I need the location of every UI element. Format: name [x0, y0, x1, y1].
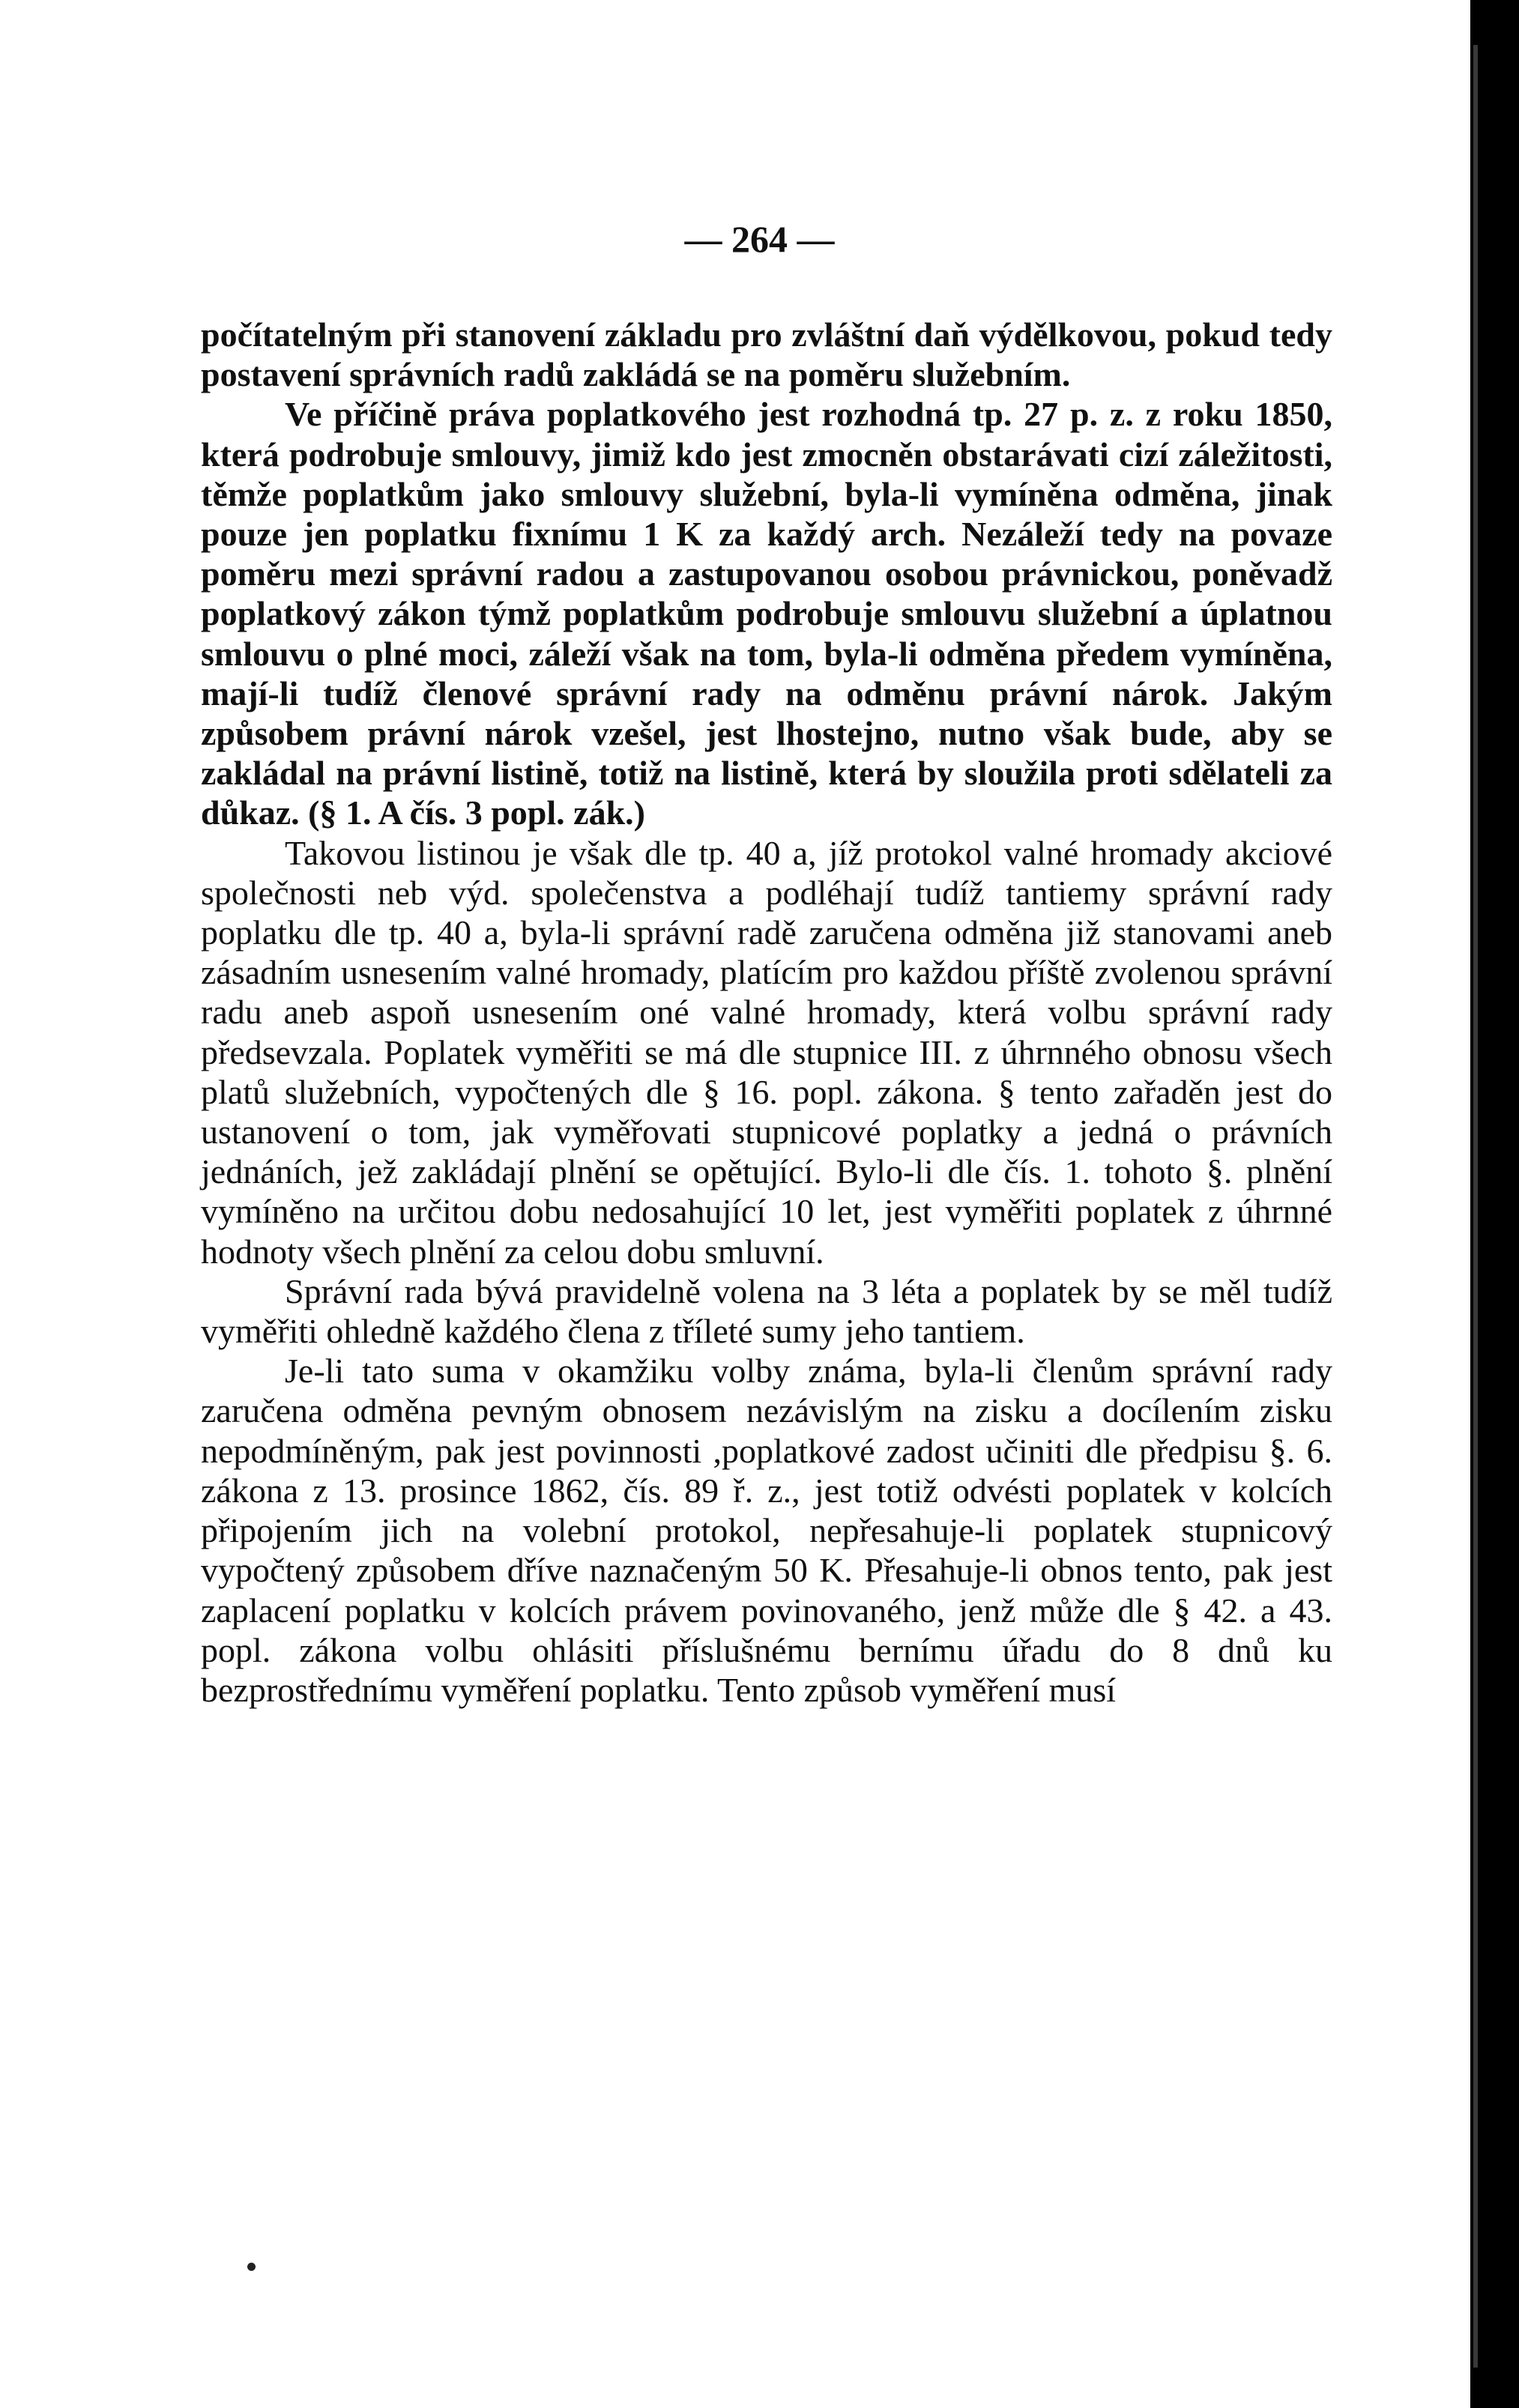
page-number: — 264 —: [684, 218, 835, 260]
paragraph-1: počítatelným při stanovení základu pro zvláštní daň výdělkovou, pokud tedy postavení správních radů zakládá se na poměru služebním.: [201, 315, 1332, 394]
paragraph-4: Správní rada bývá pravidelně volena na 3 léta a poplatek by se měl tudíž vyměřiti ohledně každého člena z tříleté sumy jeho tantiem.: [201, 1271, 1332, 1351]
ink-speck: [247, 2263, 256, 2271]
paragraph-3: Takovou listinou je však dle tp. 40 a, jíž protokol valné hromady akciové společnosti neb výd. společenstva a podléhají tudíž tantiemy správní rady poplatku dle tp. 40 a, byla-li správní radě zaručena odměna již stanovami aneb zásadním usnesením valné hromady, platícím pro každou příště zvolenou správní radu aneb aspoň usnesením oné valné hromady, která volbu správní rady předsevzala. Poplatek vyměřiti se má dle stupnice III. z úhrnného obnosu všech platů služebních, vypočtených dle § 16. popl. zákona. § tento zařaděn jest do ustanovení o tom, jak vyměřovati stupnicové poplatky a jedná o právních jednáních, jež zakládají plnění se opětující. Bylo-li dle čís. 1. tohoto §. plnění vymíněno na určitou dobu nedosahující 10 let, jest vyměřiti poplatek z úhrnné hodnoty všech plnění za celou dobu smluvní.: [201, 833, 1332, 1271]
body-text: [201, 315, 1332, 1710]
paragraph-5: Je-li tato suma v okamžiku volby známa, byla-li členům správní rady zaručena odměna pevným obnosem nezávislým na zisku a docílením zisku nepodmíněným, pak jest povinnosti ,poplatkové zadost učiniti dle předpisu §. 6. zákona z 13. prosince 1862, čís. 89 ř. z., jest totiž odvésti poplatek v kolcích připojením jich na volební protokol, nepřesahuje-li poplatek stupnicový vypočtený způsobem dříve naznačeným 50 K. Přesahuje-li obnos tento, pak jest zaplacení poplatku v kolcích právem povinovaného, jenž může dle § 42. a 43. popl. zákona volbu ohlásiti příslušnému bernímu úřadu do 8 dnů ku bezprostřednímu vyměření poplatku. Tento způsob vyměření musí: [201, 1352, 1332, 1709]
scan-edge-line: [1473, 45, 1478, 2368]
paragraph-2: Ve příčině práva poplatkového jest rozhodná tp. 27 p. z. z roku 1850, která podrobuje smlouvy, jimiž kdo jest zmocněn obstarávati cizí záležitosti, těmže poplatkům jako smlouvy služební, byla-li vymíněna odměna, jinak pouze jen poplatku fixnímu 1 K za každý arch. Nezáleží tedy na povaze poměru mezi správní radou a zastupovanou osobou právnickou, poněvadž poplatkový zákon týmž poplatkům podrobuje smlouvu služební a úplatnou smlouvu o plné moci, záleží však na tom, byla-li odměna předem vymíněna, mají-li tudíž členové správní rady na odměnu právní nárok. Jakým způsobem právní nárok vzešel, jest lhostejno, nutno však bude, aby se zakládal na právní listině, totiž na listině, která by sloužila proti sdělateli za důkaz. (§ 1. A čís. 3 popl. zák.): [201, 395, 1332, 832]
